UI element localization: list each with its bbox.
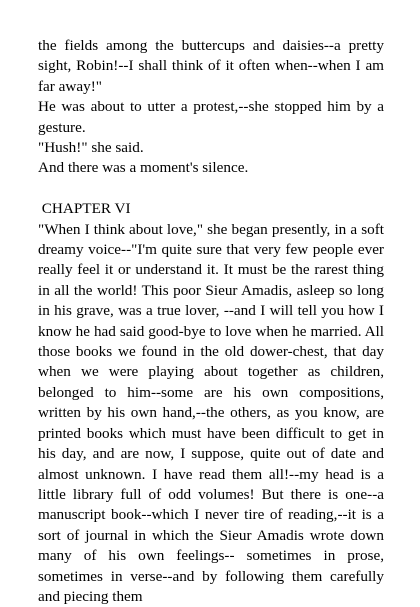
paragraph-hush: "Hush!" she said. xyxy=(38,139,144,157)
paragraph-protest: He was about to utter a protest,--she stopped him by a gesture. xyxy=(38,98,384,136)
book-page xyxy=(38,36,384,607)
section-break xyxy=(38,179,384,199)
chapter-heading: CHAPTER VI xyxy=(38,200,131,218)
chapter-paragraph: "When I think about love," she began presently, in a soft dreamy voice--"I'm quite sure that very few people ever really feel it or understand it. It must be the rarest thing in all the world! This poor Sieur Amadis, asleep so long in his grave, was a true lover, --and I will tell you how I know he had said good-bye to love when he married. All those books we found in the old dower-chest, that day when we were playing about together as children, belonged to him--some are his own compositions, written by his own hand,--the others, as you know, are printed books which must have been difficult to get in his day, and are now, I suppose, quite out of date and almost unknown. I have read them all!--my head is a little library full of odd volumes! But there is one--a manuscript book--which I never tire of reading,--it is a sort of journal in which the Sieur Amadis wrote down many of his own feelings-- sometimes in prose, sometimes in verse--and by following them carefully and piecing them xyxy=(38,220,384,605)
paragraph-fields: the fields among the buttercups and daisies--a pretty sight, Robin!--I shall think of it often when--when I am far away!" xyxy=(38,37,384,95)
paragraph-silence: And there was a moment's silence. xyxy=(38,159,249,177)
